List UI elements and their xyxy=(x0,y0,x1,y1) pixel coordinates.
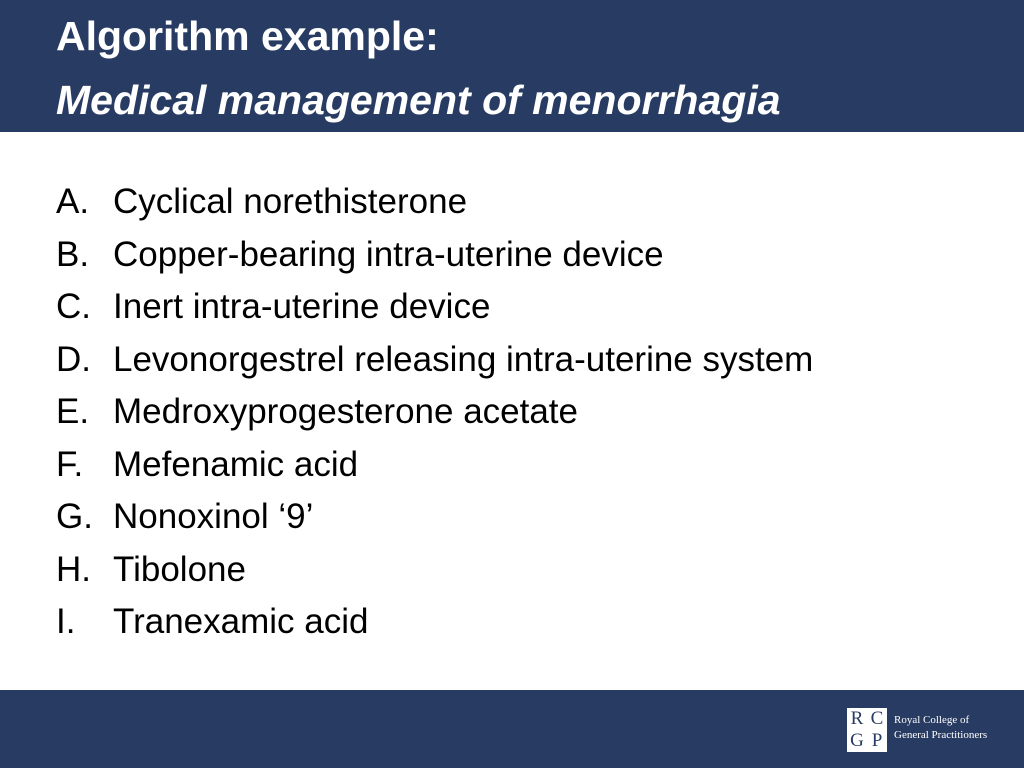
list-item xyxy=(56,386,813,439)
option-text: Copper-bearing intra-uterine device xyxy=(113,234,664,274)
slide-subtitle: Medical management of menorrhagia xyxy=(56,77,781,123)
list-item xyxy=(56,491,813,544)
option-letter: B. xyxy=(56,234,90,274)
slide-title: Algorithm example: xyxy=(56,13,439,59)
option-text: Levonorgestrel releasing intra-uterine system xyxy=(113,339,814,379)
option-letter: G. xyxy=(56,497,93,537)
option-text: Inert intra-uterine device xyxy=(113,287,491,327)
option-letter: E. xyxy=(56,392,90,432)
option-text: Tibolone xyxy=(113,549,246,589)
logo-letter: P xyxy=(871,730,883,751)
option-text: Nonoxinol ‘9’ xyxy=(113,497,314,537)
option-text: Cyclical norethisterone xyxy=(113,182,468,222)
list-item xyxy=(56,176,813,229)
option-text: Mefenamic acid xyxy=(113,444,359,484)
logo-org-name xyxy=(894,713,987,743)
list-item xyxy=(56,596,813,649)
list-item xyxy=(56,229,813,282)
option-letter: D. xyxy=(56,339,91,379)
option-letter: C. xyxy=(56,287,91,327)
logo-text-line2: General Practitioners xyxy=(894,729,988,741)
option-letter: H. xyxy=(56,549,91,589)
option-letter: A. xyxy=(56,182,90,222)
option-text: Medroxyprogesterone acetate xyxy=(113,392,578,432)
option-text: Tranexamic acid xyxy=(113,602,369,642)
logo-letter: G xyxy=(850,730,864,751)
logo-letter: C xyxy=(870,708,884,729)
list-item xyxy=(56,334,813,387)
list-item xyxy=(56,281,813,334)
options-list xyxy=(56,176,813,649)
logo-letter: R xyxy=(850,708,864,729)
rcgp-logo xyxy=(847,708,887,752)
option-letter: I. xyxy=(56,602,76,642)
list-item xyxy=(56,544,813,597)
list-item xyxy=(56,439,813,492)
option-letter: F. xyxy=(56,444,84,484)
logo-text-line1: Royal College of xyxy=(894,714,970,726)
